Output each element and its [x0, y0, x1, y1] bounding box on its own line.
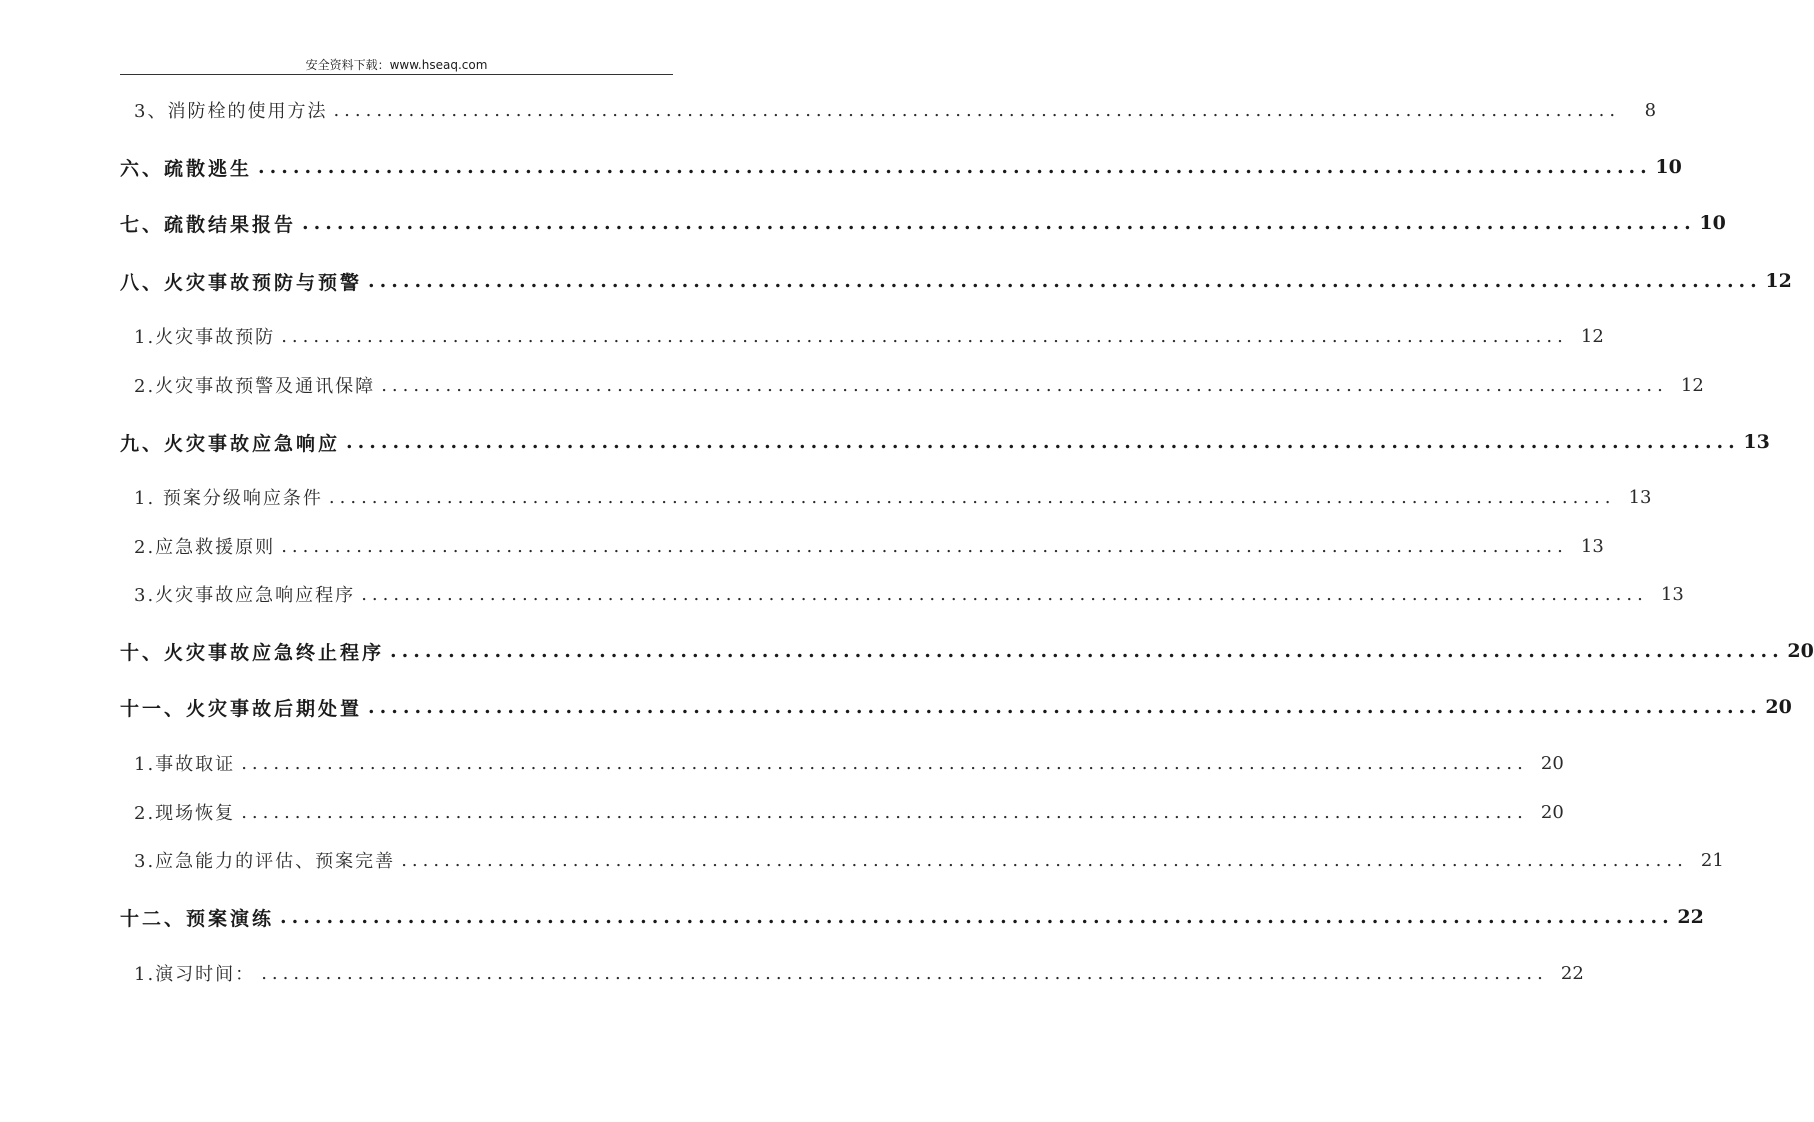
toc-entry[interactable]	[120, 428, 1770, 456]
toc-entry[interactable]	[120, 371, 1704, 399]
toc-entry[interactable]	[120, 637, 1814, 665]
toc-entry-title: 3、消防栓的使用方法	[134, 101, 328, 122]
toc-entry-title: 九、火灾事故应急响应	[120, 432, 341, 455]
toc-entry[interactable]	[120, 209, 1726, 237]
toc-entry[interactable]	[120, 903, 1704, 931]
toc-entry-title: 3.应急能力的评估、预案完善	[134, 851, 396, 872]
toc-entry-title: 2.应急救援原则	[134, 537, 276, 558]
toc-entry[interactable]	[120, 846, 1724, 874]
toc-entry-title: 1. 预案分级响应条件	[134, 488, 323, 509]
toc-entry-page: 22	[1560, 962, 1584, 984]
toc-entry[interactable]	[120, 959, 1584, 987]
toc-entry-page: 13	[1743, 431, 1770, 453]
dot-leader: ........................................................................................................................	[368, 696, 1762, 718]
toc-entry[interactable]	[120, 532, 1604, 560]
toc-entry[interactable]	[120, 693, 1792, 721]
dot-leader: ........................................................................................................................	[361, 583, 1648, 605]
toc-entry-title: 六、疏散逃生	[120, 157, 253, 180]
dot-leader: ........................................................................................................................	[381, 374, 1668, 396]
dot-leader: ........................................................................................................................	[258, 156, 1652, 178]
toc-entry[interactable]	[120, 267, 1792, 295]
toc-entry[interactable]	[120, 483, 1652, 511]
dot-leader: ........................................................................................................................	[241, 801, 1528, 823]
toc-entry-title: 七、疏散结果报告	[120, 213, 297, 236]
toc-entry-title: 八、火灾事故预防与预警	[120, 271, 363, 294]
toc-entry-page: 20	[1540, 752, 1564, 774]
toc-entry[interactable]	[120, 749, 1564, 777]
dot-leader: ........................................................................................................................	[368, 270, 1762, 292]
dot-leader: ........................................................................................................................	[281, 325, 1568, 347]
toc-entry-title: 2.现场恢复	[134, 803, 236, 824]
toc-entry-title: 3.火灾事故应急响应程序	[134, 585, 356, 606]
toc-entry-page: 8	[1644, 99, 1657, 121]
toc-entry-page: 12	[1580, 325, 1604, 347]
toc-entry-title: 1.火灾事故预防	[134, 327, 276, 348]
toc-entry-title: 十二、预案演练	[120, 907, 275, 930]
toc-entry-page: 10	[1699, 212, 1726, 234]
toc-entry[interactable]	[120, 96, 1657, 124]
toc-entry-page: 10	[1655, 156, 1682, 178]
toc-entry-title: 十一、火灾事故后期处置	[120, 697, 363, 720]
toc-entry-title: 1.事故取证	[134, 754, 236, 775]
toc-entry-title: 1.演习时间：	[134, 964, 256, 985]
toc-entry-page: 13	[1660, 583, 1684, 605]
toc-entry-page: 22	[1677, 906, 1704, 928]
toc-entry[interactable]	[120, 580, 1684, 608]
toc-entry[interactable]	[120, 153, 1682, 181]
dot-leader: ........................................................................................................................	[346, 431, 1740, 453]
dot-leader: ........................................................................................................................	[241, 752, 1528, 774]
toc-entry-title: 十、火灾事故应急终止程序	[120, 641, 385, 664]
toc-entry-page: 20	[1787, 640, 1814, 662]
toc-entry[interactable]	[120, 798, 1564, 826]
dot-leader: ........................................................................................................................	[281, 535, 1568, 557]
dot-leader: ........................................................................................................................	[333, 99, 1621, 121]
dot-leader: ........................................................................................................................	[328, 486, 1616, 508]
dot-leader: ........................................................................................................................	[390, 640, 1784, 662]
toc-entry-page: 12	[1680, 374, 1704, 396]
toc-entry-page: 13	[1580, 535, 1604, 557]
dot-leader: ........................................................................................................................	[261, 962, 1548, 984]
toc-entry-page: 13	[1628, 486, 1652, 508]
dot-leader: ........................................................................................................................	[401, 849, 1688, 871]
toc-entry-page: 12	[1765, 270, 1792, 292]
toc-entry[interactable]	[120, 322, 1604, 350]
toc-entry-title: 2.火灾事故预警及通讯保障	[134, 376, 376, 397]
dot-leader: ........................................................................................................................	[280, 906, 1674, 928]
toc-entry-page: 20	[1765, 696, 1792, 718]
toc-entry-page: 21	[1700, 849, 1724, 871]
toc-entry-page: 20	[1540, 801, 1564, 823]
page-header: 安全资料下载：www.hseaq.com	[305, 58, 488, 72]
dot-leader: ........................................................................................................................	[302, 212, 1696, 234]
